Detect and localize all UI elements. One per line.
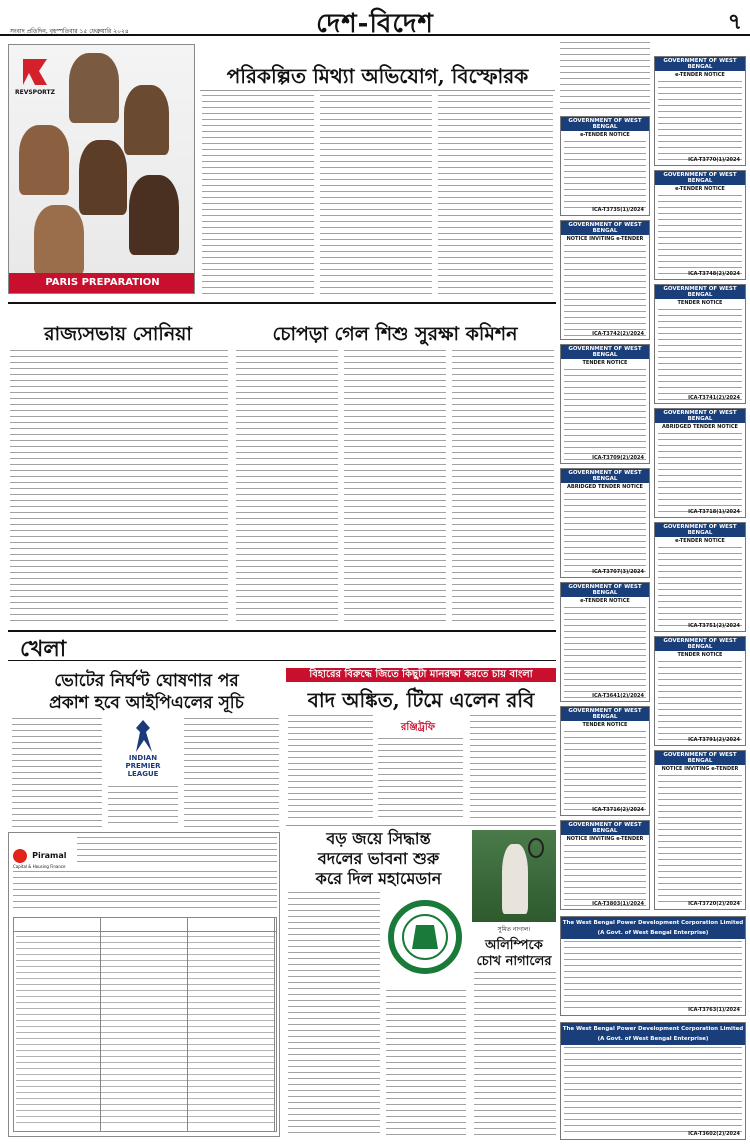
notice-a3[interactable] <box>560 344 650 464</box>
sumit-nagal-photo <box>472 830 556 922</box>
nagal-headline-line2: চোখ নাগালের <box>476 954 552 969</box>
dateline: সংবাদ প্রতিদিন, বৃহস্পতিবার ১৫ ফেব্রুয়ারি ২০২৪ <box>10 28 129 35</box>
mohammedan-headline-line2: বদলের ভাবনা শুরু <box>317 849 440 868</box>
ipl-logo <box>108 718 178 783</box>
notice-a6-gov: GOVERNMENT OF WEST BENGAL <box>561 707 649 721</box>
notice-b1-type: e-TENDER NOTICE <box>675 72 725 78</box>
story2-headline: রাজ্যসভায় সোনিয়া <box>44 323 192 345</box>
ipl-headline-line2: প্রকাশ হবে আইপিএলের সূচি <box>49 693 244 713</box>
notice-ref-code: ICA-T3716(2)/2024 <box>592 807 644 813</box>
page-number: ৭ <box>727 9 742 35</box>
notice-b2-type: e-TENDER NOTICE <box>675 186 725 192</box>
notice-a2-body <box>564 245 646 337</box>
notice-ref-code: ICA-T3742(2)/2024 <box>592 331 644 337</box>
notice-b5[interactable] <box>654 522 746 632</box>
page-header <box>0 0 750 39</box>
ipl-body-col1 <box>12 718 102 828</box>
notice-a4-body <box>564 493 646 575</box>
row-rule <box>8 302 556 304</box>
notice-a4-type: ABRIDGED TENDER NOTICE <box>567 484 643 490</box>
notice-b4-type: ABRIDGED TENDER NOTICE <box>662 424 738 430</box>
ranji-col2 <box>378 738 463 820</box>
ranji-col1 <box>288 715 373 820</box>
notice-b1-body <box>658 81 742 163</box>
sports-rule <box>8 660 556 661</box>
notice-b1-gov: GOVERNMENT OF WEST BENGAL <box>655 57 745 71</box>
story1-headline: পরিকল্পিত মিথ্যা অভিযোগ, বিস্ফোরক <box>226 64 529 88</box>
player-figure <box>502 844 528 914</box>
ipl-body-col2 <box>108 786 178 828</box>
notice-ref-code: ICA-T3709(2)/2024 <box>592 455 644 461</box>
piramal-intro-text <box>13 871 277 911</box>
notice-ref-code: ICA-T3718(1)/2024 <box>688 509 740 515</box>
piramal-table <box>13 917 277 1132</box>
piramal-notice[interactable] <box>8 832 280 1137</box>
athlete-6-image <box>129 175 179 255</box>
mohammedan-crest <box>386 895 464 983</box>
story1-col1 <box>202 95 314 295</box>
notice-a1-body <box>564 141 646 213</box>
nagal-headline-line1: অলিম্পিকে <box>485 938 543 953</box>
notice-text-top <box>560 42 650 112</box>
notice-b5-type: e-TENDER NOTICE <box>675 538 725 544</box>
notice-a6-type: TENDER NOTICE <box>582 722 628 728</box>
notice-a2[interactable] <box>560 220 650 340</box>
notice-a1-gov: GOVERNMENT OF WEST BENGAL <box>561 117 649 131</box>
notice-a7[interactable] <box>560 820 650 910</box>
notices-area <box>560 40 746 1140</box>
racket-icon <box>528 838 544 858</box>
piramal-logo-mark-icon <box>13 849 27 863</box>
athlete-4-image <box>79 140 127 215</box>
piramal-table-header <box>14 918 276 932</box>
notice-a1-type: e-TENDER NOTICE <box>580 132 630 138</box>
story1-col2 <box>320 95 432 295</box>
notice-a4-gov: GOVERNMENT OF WEST BENGAL <box>561 469 649 483</box>
wbpdcl-notice-2-header <box>561 1023 745 1045</box>
notice-ref-code: ICA-T3735(1)/2024 <box>592 207 644 213</box>
notice-a7-body <box>564 845 646 907</box>
notice-a6[interactable] <box>560 706 650 816</box>
notice-b7-gov: GOVERNMENT OF WEST BENGAL <box>655 751 745 765</box>
notice-a3-type: TENDER NOTICE <box>582 360 628 366</box>
notice-a6-body <box>564 731 646 813</box>
story3-col1 <box>236 350 338 625</box>
piramal-header-text <box>77 837 277 865</box>
photo-caption: সুমিত নাগাল। <box>497 926 531 933</box>
notice-b5-body <box>658 547 742 629</box>
sports-section-bar <box>8 630 556 632</box>
nagal-body <box>474 972 556 1137</box>
wbpdcl-sub-1: (A Govt. of West Bengal Enterprise) <box>597 930 709 936</box>
notice-b3[interactable] <box>654 284 746 404</box>
notice-ref-code: ICA-T3763(1)/2024 <box>688 1007 740 1013</box>
wbpdcl-notice-1[interactable] <box>560 916 746 1016</box>
notice-b6-gov: GOVERNMENT OF WEST BENGAL <box>655 637 745 651</box>
notice-ref-code: ICA-T3803(1)/2024 <box>592 901 644 907</box>
wbpdcl-notice-2[interactable] <box>560 1022 746 1140</box>
notice-b3-gov: GOVERNMENT OF WEST BENGAL <box>655 285 745 299</box>
story1-col3 <box>438 95 553 295</box>
notice-a4[interactable] <box>560 468 650 578</box>
notice-a3-gov: GOVERNMENT OF WEST BENGAL <box>561 345 649 359</box>
ipl-logo-line1: INDIAN <box>128 754 158 762</box>
notice-b1[interactable] <box>654 56 746 166</box>
notice-b2-gov: GOVERNMENT OF WEST BENGAL <box>655 171 745 185</box>
mohammedan-crest-icon <box>386 895 464 983</box>
notice-ref-code: ICA-T3791(2)/2024 <box>688 737 740 743</box>
ipl-headline-line1: ভোটের নির্ঘণ্ট ঘোষণার পর <box>54 671 239 691</box>
notice-b3-body <box>658 309 742 401</box>
wbpdcl-notice-1-body <box>564 941 742 1013</box>
mohammedan-headline-line3: করে দিল মহামেডান <box>315 869 442 888</box>
notice-b4-gov: GOVERNMENT OF WEST BENGAL <box>655 409 745 423</box>
ipl-batsman-icon <box>128 718 158 754</box>
notice-a1[interactable] <box>560 116 650 216</box>
notice-a2-type: NOTICE INVITING e-TENDER <box>566 236 644 242</box>
piramal-table-body <box>16 936 274 1126</box>
paris-banner: PARIS PREPARATION <box>9 273 195 293</box>
ipl-logo-line3: LEAGUE <box>127 770 159 778</box>
ad-paris-preparation[interactable] <box>8 44 195 294</box>
athlete-3-image <box>19 125 69 195</box>
notice-ref-code: ICA-T3751(2)/2024 <box>688 623 740 629</box>
notice-b6[interactable] <box>654 636 746 746</box>
notice-a5[interactable] <box>560 582 650 702</box>
story3-headline: চোপড়া গেল শিশু সুরক্ষা কমিশন <box>272 323 518 345</box>
page-title: দেশ-বিদেশ <box>316 9 434 39</box>
piramal-sub: Capital & Housing Finance <box>13 864 66 869</box>
ranji-kicker: বিহারের বিরুদ্ধে জিতে কিছুটা মানরক্ষা করতে চায় বাংলা <box>286 668 556 682</box>
notice-ref-code: ICA-T3770(1)/2024 <box>688 157 740 163</box>
notice-ref-code: ICA-T3720(2)/2024 <box>688 901 740 907</box>
notice-a7-gov: GOVERNMENT OF WEST BENGAL <box>561 821 649 835</box>
revsportz-mark-icon <box>17 55 57 89</box>
notice-ref-code: ICA-T3741(2)/2024 <box>688 395 740 401</box>
mohammedan-col2 <box>386 990 466 1137</box>
revsportz-logo <box>17 55 57 89</box>
notice-ref-code: ICA-T3748(2)/2024 <box>688 271 740 277</box>
ipl-logo-line2: PREMIER <box>125 762 161 770</box>
athlete-5-image <box>34 205 84 275</box>
notice-a3-body <box>564 369 646 461</box>
notice-a5-type: e-TENDER NOTICE <box>580 598 630 604</box>
notice-b2[interactable] <box>654 170 746 280</box>
notice-b5-gov: GOVERNMENT OF WEST BENGAL <box>655 523 745 537</box>
notice-b7-type: NOTICE INVITING e-TENDER <box>661 766 739 772</box>
story1-rule <box>200 90 555 91</box>
wbpdcl-title-2: The West Bengal Power Development Corporation Limited <box>562 1026 744 1032</box>
notice-a5-gov: GOVERNMENT OF WEST BENGAL <box>561 583 649 597</box>
story2-body <box>10 350 228 625</box>
ranji-headline: বাদ অঙ্কিত, টিমে এলেন রবি <box>307 688 535 712</box>
piramal-name: Piramal <box>32 851 67 860</box>
notice-b6-type: TENDER NOTICE <box>677 652 723 658</box>
wbpdcl-notice-1-header <box>561 917 745 939</box>
revsportz-brand: REVSPORTZ <box>15 89 55 96</box>
notice-ref-code: ICA-T3602(2)/2024 <box>688 1131 740 1137</box>
ranji-trophy-logo: রঞ্জিট্রফি <box>400 722 436 733</box>
notice-a7-type: NOTICE INVITING e-TENDER <box>566 836 644 842</box>
notice-b7-body <box>658 775 742 907</box>
mohammedan-headline-line1: বড় জয়ে সিদ্ধান্ত <box>326 829 431 848</box>
notice-b3-type: TENDER NOTICE <box>677 300 723 306</box>
story3-col2 <box>344 350 446 625</box>
notice-ref-code: ICA-T3641(2)/2024 <box>592 693 644 699</box>
ipl-body-col3 <box>184 718 279 828</box>
notice-b7[interactable] <box>654 750 746 910</box>
notice-b2-body <box>658 195 742 277</box>
wbpdcl-notice-2-body <box>564 1047 742 1135</box>
athlete-1-image <box>69 53 119 123</box>
wbpdcl-sub-2: (A Govt. of West Bengal Enterprise) <box>597 1036 709 1042</box>
story3-col3 <box>452 350 554 625</box>
notice-b4-body <box>658 433 742 515</box>
notice-b4[interactable] <box>654 408 746 518</box>
notice-a2-gov: GOVERNMENT OF WEST BENGAL <box>561 221 649 235</box>
sports-section-label: খেলা <box>20 636 67 662</box>
piramal-logo <box>13 845 73 869</box>
athlete-2-image <box>124 85 169 155</box>
ranji-col3 <box>470 715 556 820</box>
wbpdcl-title-1: The West Bengal Power Development Corporation Limited <box>562 920 744 926</box>
mohammedan-col1 <box>288 892 380 1137</box>
notice-a5-body <box>564 607 646 699</box>
notice-b6-body <box>658 661 742 743</box>
notice-ref-code: ICA-T3707(3)/2024 <box>592 569 644 575</box>
